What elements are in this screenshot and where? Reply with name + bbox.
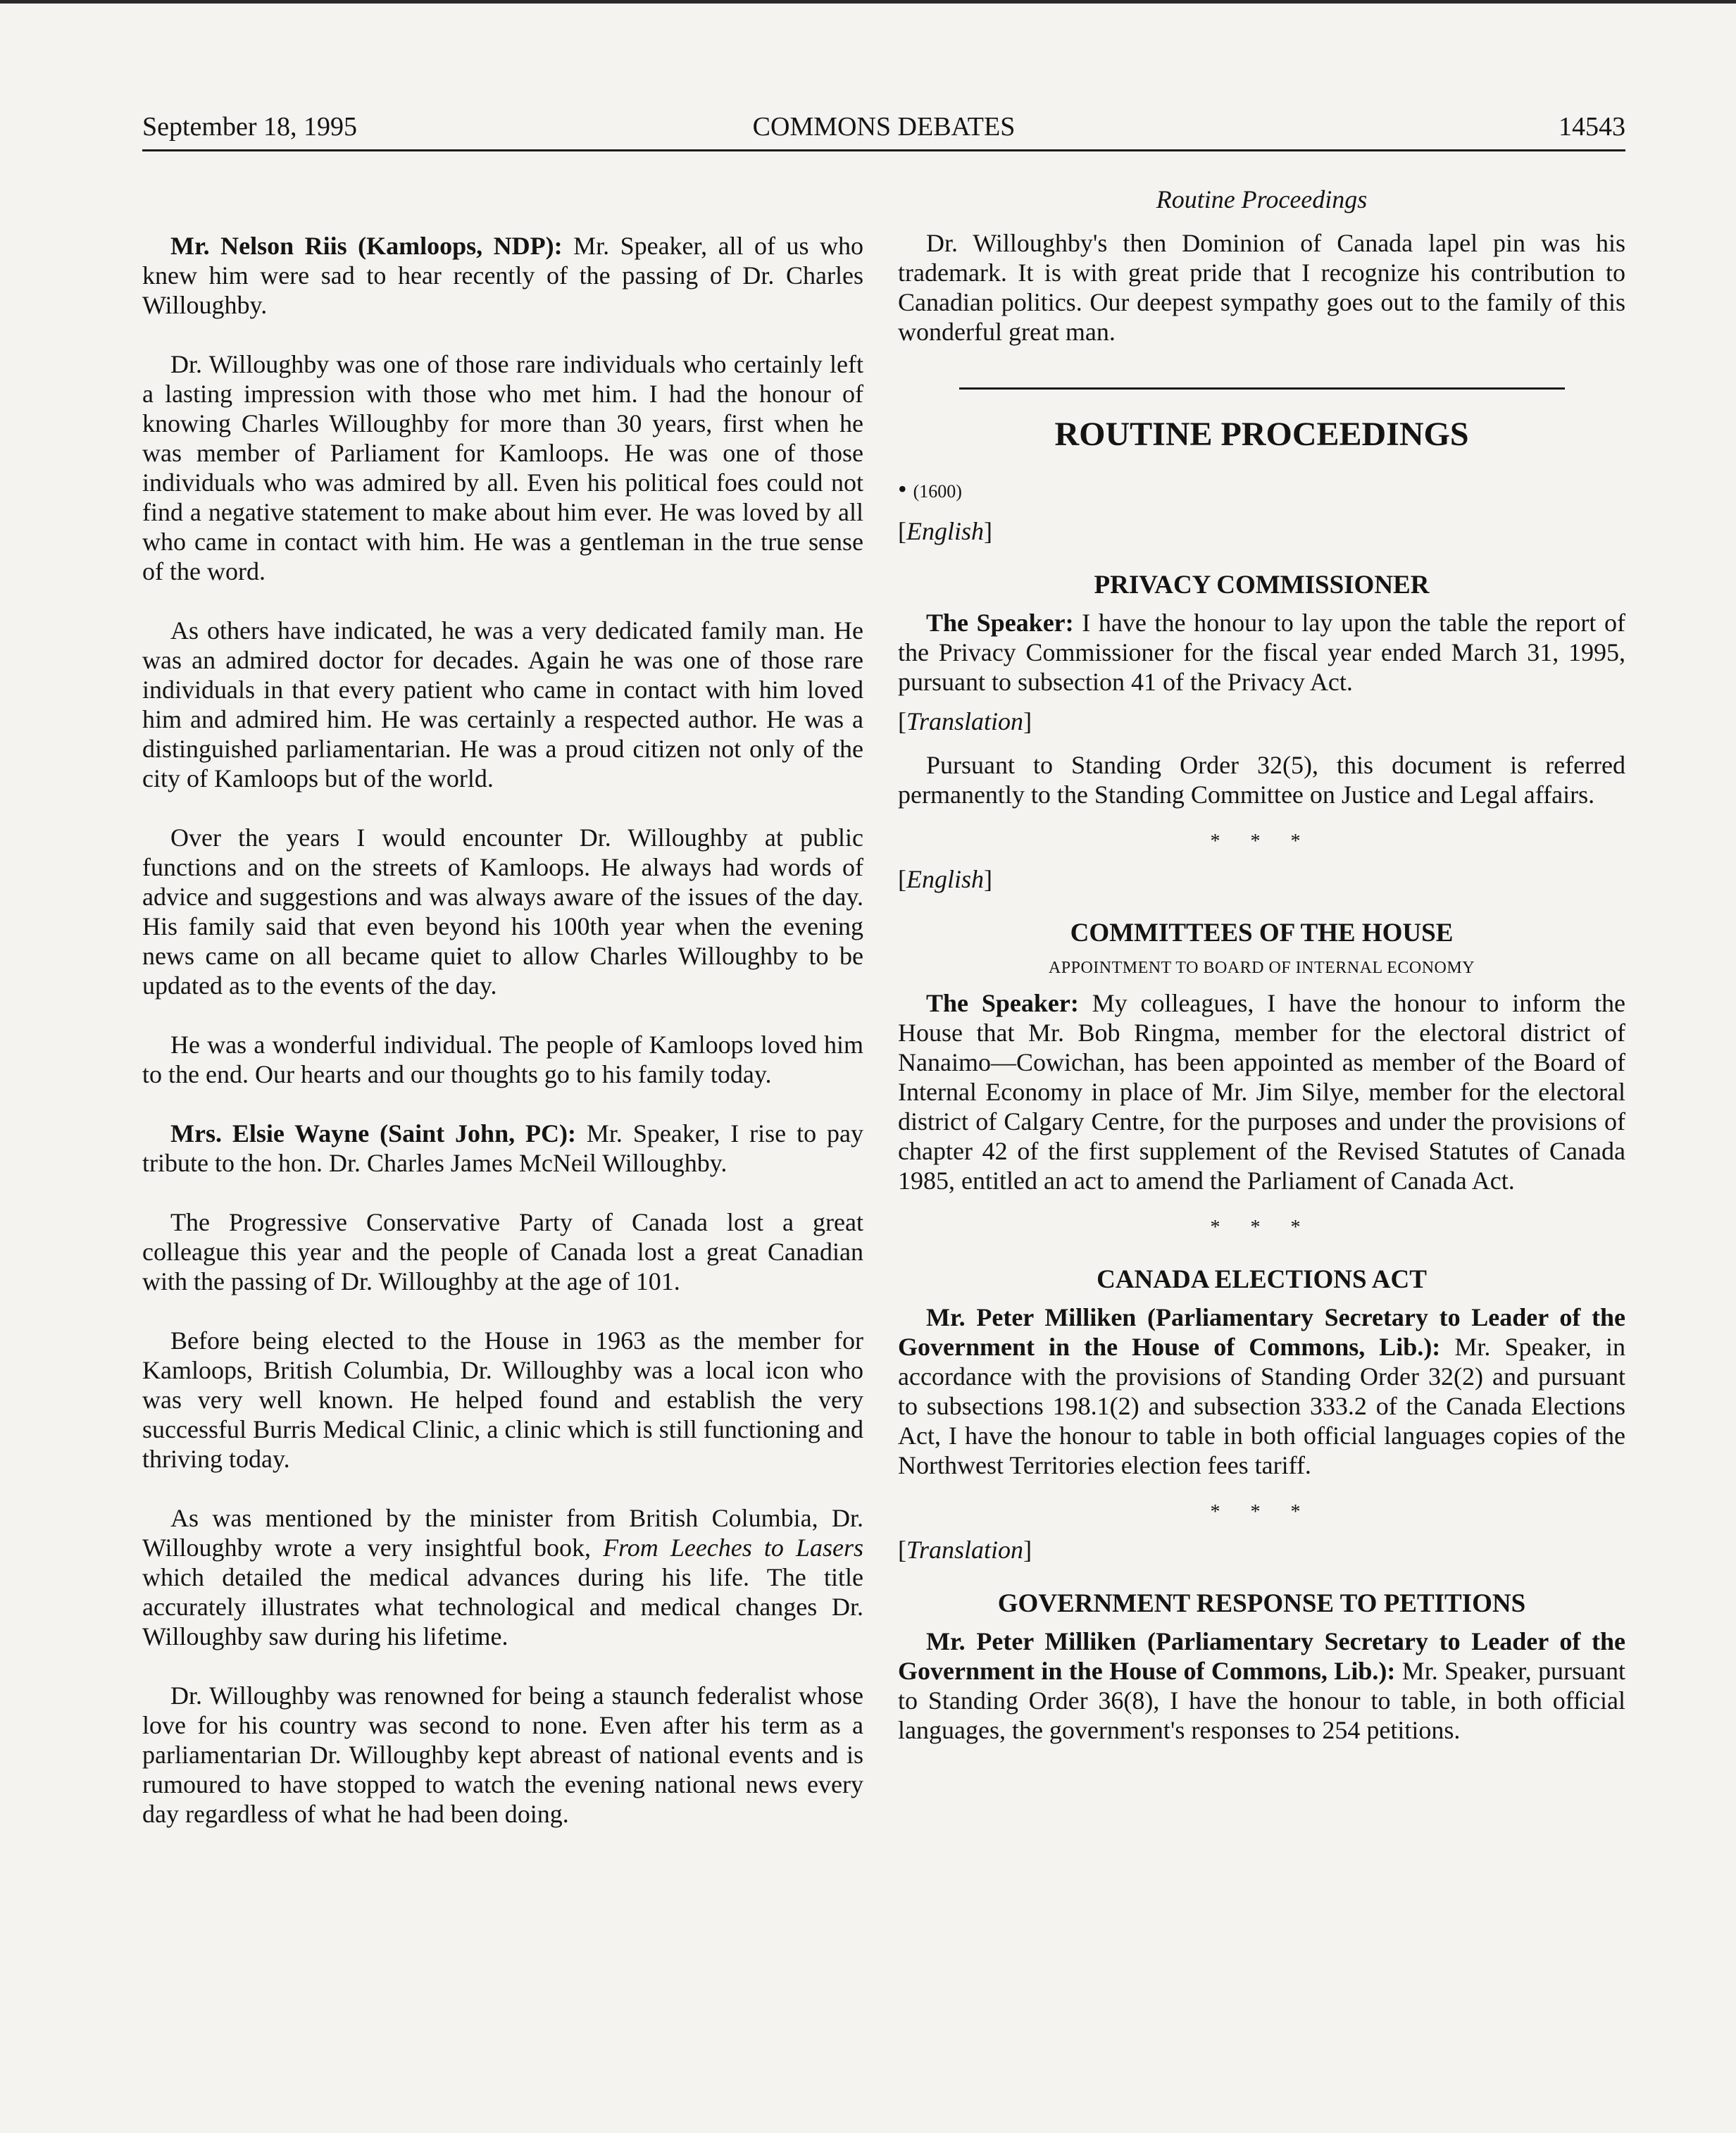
paragraph: Dr. Willoughby was one of those rare individuals who certainly left a lasting impression with those who met him. I had the honour of knowing Charles Willoughby for more than 30 years, first when he was member of Parliament for Kamloops. He was one of those individuals who was admired by all. Even his political foes could not find a negative statement to make about him ever. He was loved by all who came in contact with him. He was a gentleman in the true sense of the word.: [142, 350, 863, 585]
paragraph: The Progressive Conservative Party of Canada lost a great colleague this year and the people of Canada lost a great Canadian with the passing of Dr. Willoughby at the age of 101.: [142, 1208, 863, 1295]
language-marker: [Translation]: [898, 707, 1032, 735]
paragraph: Dr. Willoughby's then Dominion of Canada lapel pin was his trademark. It is with great pride that I recognize his contribution to Canadian politics. Our deepest sympathy goes out to the family of this wonderful great man.: [898, 229, 1625, 346]
subsection-subheading: APPOINTMENT TO BOARD OF INTERNAL ECONOMY: [1048, 959, 1475, 977]
header-title: COMMONS DEBATES: [752, 112, 1016, 142]
speaker-name: Mrs. Elsie Wayne (Saint John, PC):: [170, 1119, 576, 1148]
language-label: Translation: [906, 707, 1024, 735]
section-separator: * * *: [1210, 831, 1313, 852]
paragraph: [142, 1119, 863, 1178]
paragraph-text: Mr. Speaker, pursuant to Standing Order 36(8), I have the honour to table, in both official languages, the government's responses to 254 petitions.: [898, 1657, 1625, 1744]
time-stamp: [898, 474, 1625, 506]
paragraph: [898, 1627, 1625, 1745]
scan-border: [0, 0, 1736, 4]
paragraph-text: Mr. Speaker, I rise to pay tribute to the hon. Dr. Charles James McNeil Willoughby.: [142, 1119, 863, 1177]
paragraph: As others have indicated, he was a very dedicated family man. He was an admired doctor for decades. Again he was one of those rare individuals in that every patient who came in contact with him loved him and admired him. He was certainly a respected author. He was a distinguished parliamentarian. He was a proud citizen not only of the city of Kamloops but of the world.: [142, 616, 863, 792]
paragraph: Dr. Willoughby was renowned for being a staunch federalist whose love for his country was second to none. Even after his term as a parliamentarian Dr. Willoughby kept abreast of national events and is rumoured to have stopped to watch the evening national news every day regardless of what he had been doing.: [142, 1681, 863, 1828]
bullet-icon: •: [898, 475, 907, 503]
paragraph: [898, 608, 1625, 697]
language-marker: [Translation]: [898, 1536, 1032, 1564]
page-header: [142, 106, 1625, 151]
right-column: [898, 185, 1625, 1745]
paragraph: [142, 231, 863, 320]
language-label: English: [906, 517, 985, 545]
section-title: ROUTINE PROCEEDINGS: [1054, 416, 1469, 453]
paragraph: [898, 988, 1625, 1195]
language-label: Translation: [906, 1536, 1024, 1564]
section-separator: * * *: [1210, 1217, 1313, 1238]
paragraph: Over the years I would encounter Dr. Willoughby at public functions and on the streets of Kamloops. He always had words of advice and suggestions and was always aware of the issues of the day. His family said that even beyond his 100th year when the evening news came on all became quiet to allow Charles Willoughby to be updated as to the events of the day.: [142, 823, 863, 1000]
subsection-heading: PRIVACY COMMISSIONER: [1094, 571, 1430, 599]
paragraph-text: Mr. Speaker, all of us who knew him were sad to hear recently of the passing of Dr. Charles Willoughby.: [142, 232, 863, 319]
paragraph: Pursuant to Standing Order 32(5), this document is referred permanently to the Standing Committee on Justice and Legal affairs.: [898, 751, 1625, 809]
speaker-name: Mr. Peter Milliken (Parliamentary Secretary to Leader of the Government in the House of Commons, Lib.):: [898, 1627, 1625, 1685]
paragraph-text: My colleagues, I have the honour to inform the House that Mr. Bob Ringma, member for the electoral district of Nanaimo—Cowichan, has been appointed as member of the Board of Internal Economy in place of Mr. Jim Silye, member for the electoral district of Calgary Centre, for the purposes and under the provisions of chapter 42 of the first supplement of the Revised Statutes of Canada 1985, entitled an act to amend the Parliament of Canada Act.: [898, 989, 1625, 1195]
speaker-name: Mr. Nelson Riis (Kamloops, NDP):: [170, 232, 563, 260]
paragraph-text: Mr. Speaker, in accordance with the provisions of Standing Order 32(2) and pursuant to subsections 198.1(2) and subsection 333.2 of the Canada Elections Act, I have the honour to table in both official languages copies of the Northwest Territories election fees tariff.: [898, 1333, 1625, 1479]
language-marker: [English]: [898, 865, 993, 893]
left-column: [142, 185, 863, 1829]
speaker-name: Mr. Peter Milliken (Parliamentary Secretary to Leader of the Government in the House of Commons, Lib.):: [898, 1303, 1625, 1361]
paragraph-text: I have the honour to lay upon the table the report of the Privacy Commissioner for the fiscal year ended March 31, 1995, pursuant to subsection 41 of the Privacy Act.: [898, 609, 1626, 696]
subsection-heading: GOVERNMENT RESPONSE TO PETITIONS: [997, 1589, 1526, 1618]
header-page-number: 14543: [1559, 112, 1625, 142]
section-rule: [959, 387, 1565, 390]
subsection-heading: COMMITTEES OF THE HOUSE: [1070, 919, 1454, 947]
time-value: (1600): [913, 481, 962, 502]
paragraph: He was a wonderful individual. The people of Kamloops loved him to the end. Our hearts and our thoughts go to his family today.: [142, 1031, 863, 1088]
subsection-heading: CANADA ELECTIONS ACT: [1097, 1265, 1427, 1294]
speaker-name: The Speaker:: [926, 609, 1074, 637]
header-date: September 18, 1995: [142, 112, 358, 142]
paragraph-text: which detailed the medical advances during his life. The title accurately illustrates what technological and medical changes Dr. Willoughby saw during his lifetime.: [142, 1563, 863, 1650]
speaker-name: The Speaker:: [926, 989, 1079, 1017]
paragraph: [898, 1302, 1625, 1480]
running-head: Routine Proceedings: [1156, 185, 1368, 213]
language-label: English: [906, 865, 985, 893]
paragraph: Before being elected to the House in 1963 as the member for Kamloops, British Columbia, Dr. Willoughby was a local icon who was very well known. He helped found and establish the very successful Burris Medical Clinic, a clinic which is still functioning and thriving today.: [142, 1326, 863, 1473]
paragraph: [142, 1503, 863, 1651]
paragraph-text: As was mentioned by the minister from British Columbia, Dr. Willoughby wrote a very insightful book,: [142, 1504, 863, 1562]
book-title: From Leeches to Lasers: [603, 1534, 863, 1562]
section-separator: * * *: [1210, 1501, 1313, 1523]
language-marker: [English]: [898, 517, 993, 545]
